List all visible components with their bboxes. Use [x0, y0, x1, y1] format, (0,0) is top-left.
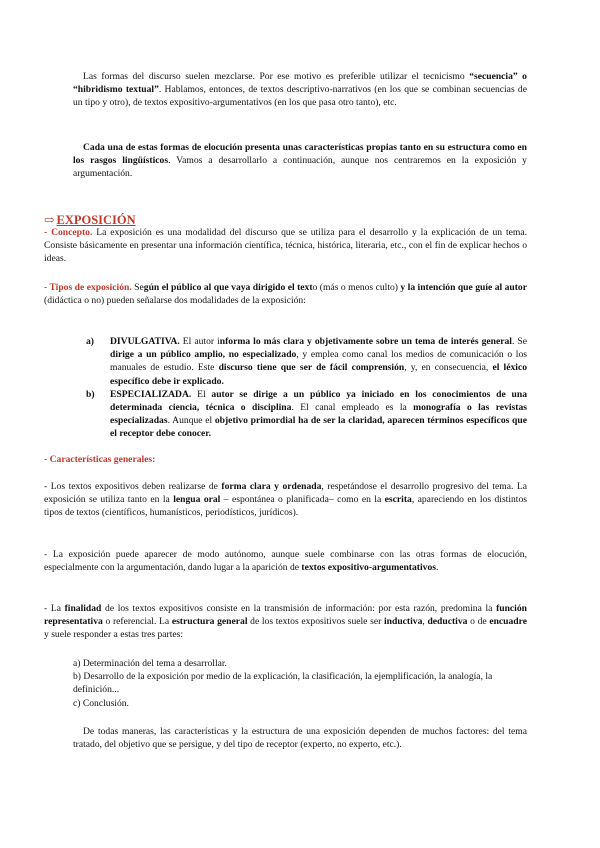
car-p1-text-2: , respetándose el desarrollo progresivo del tema. La exposición se utiliza tanto en la: [44, 481, 527, 506]
especializada-title: ESPECIALIZADA.: [110, 388, 192, 400]
divulgativa-text-2: . Se: [511, 336, 527, 347]
car-p2-text-1: - La exposición puede aparecer de modo autónomo, aunque suele combinarse con las otras formas de elocución, especialmente con la argumentación, dando lugar a la aparición de: [44, 549, 527, 574]
car-p1-text-3: – espontánea o planificada– como en la: [220, 494, 385, 506]
especializada-text-3: . Aunque el: [167, 415, 215, 427]
car-p3-text-7: y suele responder a estas tres partes:: [44, 629, 184, 641]
especializada-text-1: El: [191, 388, 212, 400]
list-marker: b): [86, 388, 95, 400]
car-p3-bold-6: encuadre: [489, 616, 527, 628]
list-item: b) Desarrollo de la exposición por medio de la explicación, la clasificación, la ejemplificación, la analogía, la definición...: [73, 671, 493, 696]
intro-p2-bold: Cada una de estas formas de elocución presenta unas características propias tanto en su estructura como en los rasgos lingüísticos: [73, 142, 527, 167]
list-item: c) Conclusión.: [73, 697, 129, 709]
closing-paragraph: De todas maneras, las características y la estructura de una exposición dependen de muchos factores: del tema tratado, del objetivo que se persigue, y del tipo de receptor (experto, no experto, etc.).: [73, 726, 527, 751]
divulgativa-bold-3: discurso tiene que ser de fácil comprensión: [218, 362, 405, 374]
arrow-right-icon: ⇨: [44, 213, 55, 227]
section-title: EXPOSICIÓN: [56, 213, 136, 227]
car-p3-text-6: o de: [467, 616, 490, 628]
structure-parts-list: [73, 657, 527, 710]
tipos-paragraph: [44, 281, 527, 307]
caracteristicas-paragraph-3: [44, 602, 527, 642]
tipos-bold-1: gún el público al que vaya dirigido el text: [143, 282, 313, 293]
car-p3-bold-2: función representativa: [44, 603, 527, 628]
list-marker: a): [86, 336, 94, 347]
car-p2-text-2: .: [435, 562, 439, 574]
intro-p1-text: Las formas del discurso suelen mezclarse. Por ese motivo es preferible utilizar el tecnicismo: [83, 71, 470, 82]
intro-p1-bold: “secuencia” o “hibridismo textual”: [73, 71, 527, 96]
tipos-text-3: (didáctica o no) pueden señalarse dos modalidades de la exposición:: [44, 295, 306, 307]
caracteristicas-paragraph-1: [44, 480, 527, 520]
divulgativa-text-4: , y, en consecuencia,: [404, 362, 493, 374]
tipos-bold-2: y la intención que guíe al autor: [400, 282, 527, 293]
list-item: a) Determinación del tema a desarrollar.: [73, 658, 227, 669]
intro-paragraph-2: [73, 141, 527, 181]
intro-p2-text: . Vamos a desarrollarlo a continuación, aunque nos centraremos en la exposición y argumentación.: [73, 155, 527, 180]
divulgativa-title: DIVULGATIVA.: [110, 336, 180, 347]
especializada-bold-3: objetivo primordial ha de ser la claridad, aparecen términos específicos que el receptor debe conocer.: [110, 415, 527, 440]
divulgativa-bold-4: el léxico específico debe ir explicado.: [110, 362, 528, 387]
car-p1-text-1: - Los textos expositivos deben realizarse de: [44, 481, 222, 492]
intro-paragraph-1: [73, 70, 527, 110]
car-p1-bold-3: escrita: [384, 494, 412, 506]
concepto-paragraph: [44, 226, 527, 266]
car-p3-bold-3: estructura general: [171, 616, 248, 628]
caracteristicas-title: - Características generales:: [44, 454, 156, 465]
car-p3-text-5: ,: [422, 616, 428, 628]
car-p3-text-1: - La: [44, 603, 65, 614]
especializada-text-2: . El canal empleado es la: [291, 402, 414, 414]
car-p1-bold-2: lengua oral: [173, 494, 221, 506]
list-item-especializada: [86, 388, 527, 441]
concepto-label: - Concepto.: [44, 227, 93, 238]
divulgativa-text-3: , y emplea como canal los medios de comunicación o los manuales de estudio. Este: [110, 349, 527, 374]
car-p3-text-4: de los textos expositivos suele ser: [247, 616, 384, 628]
divulgativa-bold-2: dirige a un público amplio, no especializado: [110, 349, 297, 361]
divulgativa-bold-1: nforma lo más clara y objetivamente sobre un tema de interés general: [219, 336, 512, 347]
tipos-label: - Tipos de exposición.: [44, 282, 132, 293]
car-p3-bold-1: finalidad: [64, 603, 102, 614]
list-item-divulgativa: [86, 335, 527, 388]
car-p3-bold-4: inductiva: [383, 616, 423, 628]
car-p3-text-2: de los textos expositivos consiste en la transmisión de información: por esta razón, predomina la: [101, 603, 497, 614]
car-p1-text-4: , apareciendo en los distintos tipos de textos (científicos, humanísticos, periodísticos, jurídicos).: [44, 494, 527, 519]
tipos-text-1: Se: [131, 282, 144, 293]
especializada-bold-2: monografía o las revistas especializadas: [110, 402, 527, 427]
car-p2-bold-1: textos expositivo-argumentativos: [301, 562, 436, 574]
modalidades-list: [86, 335, 527, 441]
tipos-text-2: o (más o menos culto): [312, 282, 401, 293]
caracteristicas-paragraph-2: [44, 548, 527, 574]
car-p3-bold-5: deductiva: [427, 616, 468, 628]
intro-p1-text-end: . Hablamos, entonces, de textos descriptivo-narrativos (en los que se combinan secuencias de un tipo y otro), de textos expositivo-argumentativos (en los que pasa otro tanto), etc.: [73, 84, 527, 109]
concepto-text: La exposición es una modalidad del discurso que se utiliza para el desarrollo y la explicación de un tema. Consiste básicamente en presentar una información científica, técnica, histórica, literaria, etc., con el fin de explicar hechos o ideas.: [44, 227, 527, 265]
caracteristicas-label: [44, 453, 498, 466]
car-p1-bold-1: forma clara y ordenada: [221, 481, 322, 492]
especializada-bold-1: autor se dirige a un público ya iniciado en los conocimientos de una determinada ciencia, técnica o disciplina: [110, 388, 527, 414]
divulgativa-text-1: El autor i: [179, 336, 220, 347]
car-p3-text-3: o referencial. La: [102, 616, 172, 628]
